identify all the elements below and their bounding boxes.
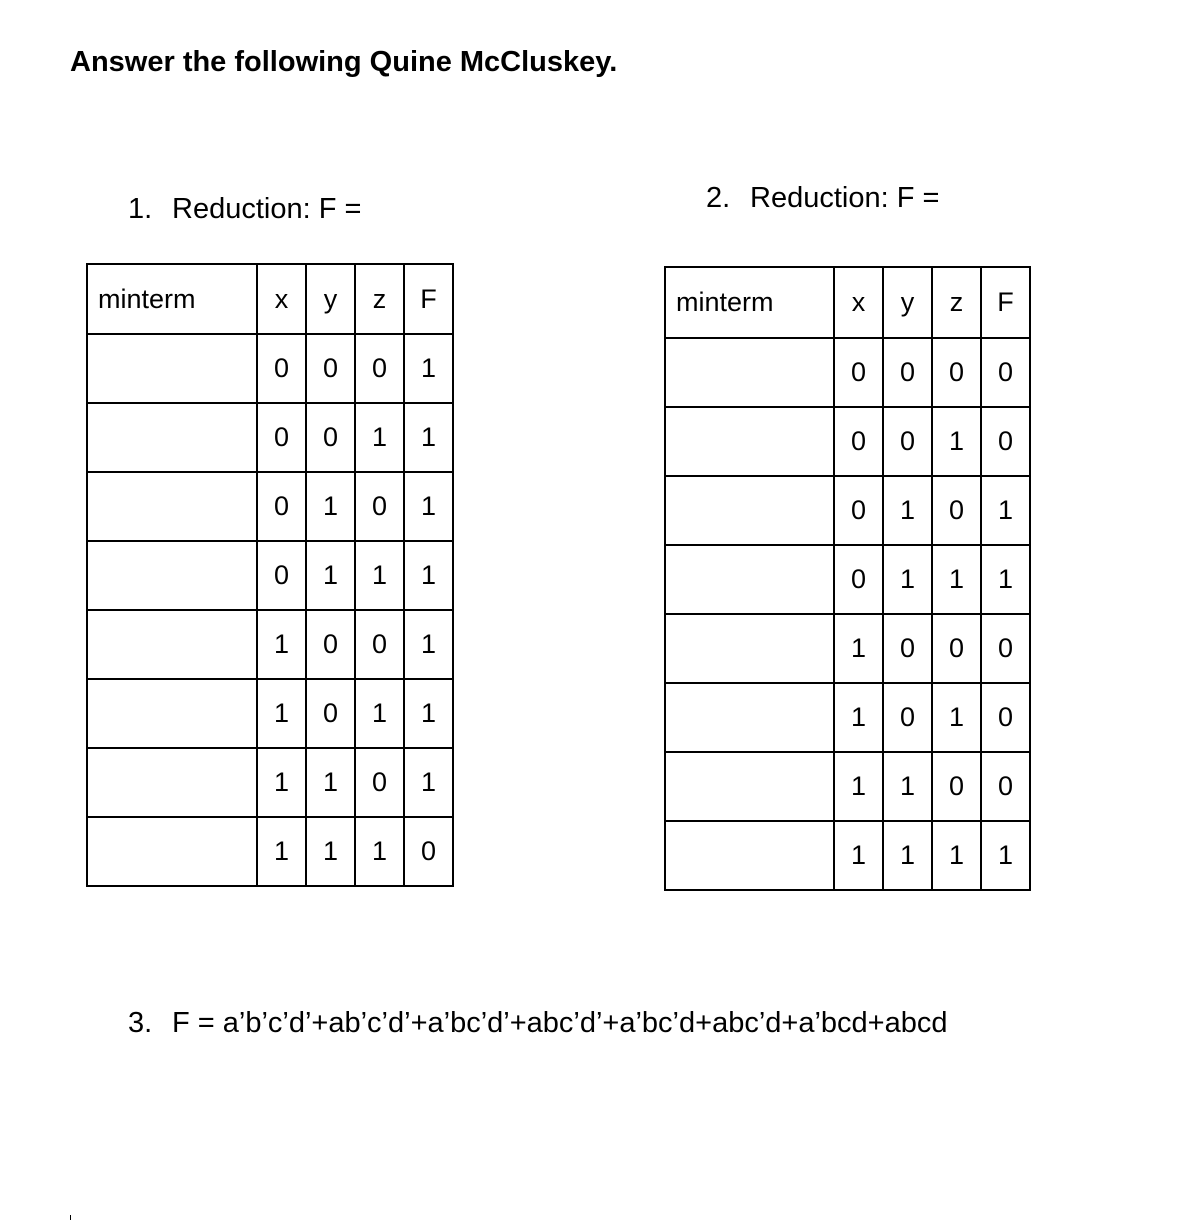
f-cell: 1 [404, 679, 453, 748]
y-cell: 1 [306, 748, 355, 817]
f-cell: 1 [981, 545, 1030, 614]
question-1-label [128, 193, 361, 226]
y-cell: 1 [883, 752, 932, 821]
z-cell: 1 [932, 683, 981, 752]
minterm-cell[interactable] [87, 817, 257, 886]
f-cell: 1 [404, 334, 453, 403]
minterm-cell[interactable] [87, 610, 257, 679]
table-row [87, 748, 453, 817]
minterm-cell[interactable] [87, 541, 257, 610]
page-heading: Answer the following Quine McCluskey. [70, 46, 618, 78]
f-cell: 0 [981, 752, 1030, 821]
question-1-number: 1. [128, 193, 153, 225]
minterm-cell[interactable] [665, 338, 834, 407]
minterm-cell[interactable] [665, 476, 834, 545]
y-cell: 0 [306, 679, 355, 748]
f-cell: 1 [404, 403, 453, 472]
table-row [665, 407, 1030, 476]
page-edge-mark [70, 1215, 71, 1220]
y-cell: 0 [306, 403, 355, 472]
z-cell: 1 [932, 821, 981, 890]
minterm-cell[interactable] [665, 683, 834, 752]
z-cell: 0 [932, 614, 981, 683]
z-cell: 1 [355, 817, 404, 886]
z-cell: 0 [355, 472, 404, 541]
truth-table-2 [664, 266, 1031, 891]
header-y: y [306, 264, 355, 334]
table-row [87, 679, 453, 748]
table-row [87, 817, 453, 886]
question-2-number: 2. [706, 182, 731, 214]
z-cell: 0 [355, 610, 404, 679]
table-row [87, 403, 453, 472]
x-cell: 0 [834, 476, 883, 545]
x-cell: 1 [834, 614, 883, 683]
y-cell: 1 [883, 545, 932, 614]
x-cell: 0 [257, 541, 306, 610]
table-row [87, 541, 453, 610]
f-cell: 0 [981, 683, 1030, 752]
x-cell: 0 [834, 545, 883, 614]
z-cell: 1 [355, 541, 404, 610]
minterm-cell[interactable] [665, 821, 834, 890]
table-row [665, 752, 1030, 821]
z-cell: 1 [355, 403, 404, 472]
minterm-cell[interactable] [665, 752, 834, 821]
question-3-number: 3. [128, 1007, 153, 1039]
y-cell: 0 [883, 338, 932, 407]
header-z: z [932, 267, 981, 338]
f-cell: 1 [404, 472, 453, 541]
y-cell: 1 [306, 472, 355, 541]
z-cell: 0 [355, 748, 404, 817]
header-x: x [834, 267, 883, 338]
x-cell: 1 [257, 679, 306, 748]
table-row [665, 476, 1030, 545]
z-cell: 0 [932, 476, 981, 545]
f-cell: 1 [981, 476, 1030, 545]
x-cell: 1 [834, 683, 883, 752]
x-cell: 1 [257, 610, 306, 679]
x-cell: 0 [834, 338, 883, 407]
f-cell: 1 [404, 541, 453, 610]
y-cell: 0 [883, 407, 932, 476]
z-cell: 1 [932, 407, 981, 476]
header-f: F [981, 267, 1030, 338]
table-row [665, 821, 1030, 890]
minterm-cell[interactable] [87, 334, 257, 403]
f-cell: 1 [981, 821, 1030, 890]
minterm-cell[interactable] [665, 407, 834, 476]
header-f: F [404, 264, 453, 334]
question-2-text: Reduction: F = [750, 182, 940, 214]
table-row [87, 610, 453, 679]
y-cell: 0 [883, 614, 932, 683]
table-header-row [87, 264, 453, 334]
f-cell: 1 [404, 610, 453, 679]
question-3-expression: F = a’b’c’d’+ab’c’d’+a’bc’d’+abc’d’+a’bc’d+abc’d+a’bcd+abcd [172, 1007, 948, 1039]
f-cell: 0 [981, 407, 1030, 476]
table-row [87, 472, 453, 541]
z-cell: 0 [932, 752, 981, 821]
x-cell: 1 [834, 752, 883, 821]
x-cell: 0 [257, 403, 306, 472]
x-cell: 0 [834, 407, 883, 476]
f-cell: 0 [404, 817, 453, 886]
z-cell: 0 [932, 338, 981, 407]
x-cell: 1 [834, 821, 883, 890]
header-y: y [883, 267, 932, 338]
table-row [87, 334, 453, 403]
header-minterm: minterm [665, 267, 834, 338]
z-cell: 1 [932, 545, 981, 614]
x-cell: 0 [257, 334, 306, 403]
f-cell: 0 [981, 614, 1030, 683]
y-cell: 1 [306, 817, 355, 886]
z-cell: 0 [355, 334, 404, 403]
header-x: x [257, 264, 306, 334]
header-minterm: minterm [87, 264, 257, 334]
z-cell: 1 [355, 679, 404, 748]
table-row [665, 545, 1030, 614]
x-cell: 1 [257, 748, 306, 817]
question-3-label [128, 1007, 947, 1040]
truth-table-1 [86, 263, 454, 887]
minterm-cell[interactable] [87, 403, 257, 472]
y-cell: 1 [306, 541, 355, 610]
y-cell: 1 [883, 821, 932, 890]
table-row [665, 338, 1030, 407]
table-row [665, 614, 1030, 683]
y-cell: 0 [306, 610, 355, 679]
y-cell: 0 [306, 334, 355, 403]
minterm-cell[interactable] [665, 545, 834, 614]
x-cell: 0 [257, 472, 306, 541]
question-2-label [706, 182, 939, 215]
y-cell: 1 [883, 476, 932, 545]
minterm-cell[interactable] [665, 614, 834, 683]
minterm-cell[interactable] [87, 472, 257, 541]
f-cell: 0 [981, 338, 1030, 407]
minterm-cell[interactable] [87, 748, 257, 817]
table-header-row [665, 267, 1030, 338]
header-z: z [355, 264, 404, 334]
y-cell: 0 [883, 683, 932, 752]
minterm-cell[interactable] [87, 679, 257, 748]
f-cell: 1 [404, 748, 453, 817]
table-row [665, 683, 1030, 752]
question-1-text: Reduction: F = [172, 193, 362, 225]
x-cell: 1 [257, 817, 306, 886]
